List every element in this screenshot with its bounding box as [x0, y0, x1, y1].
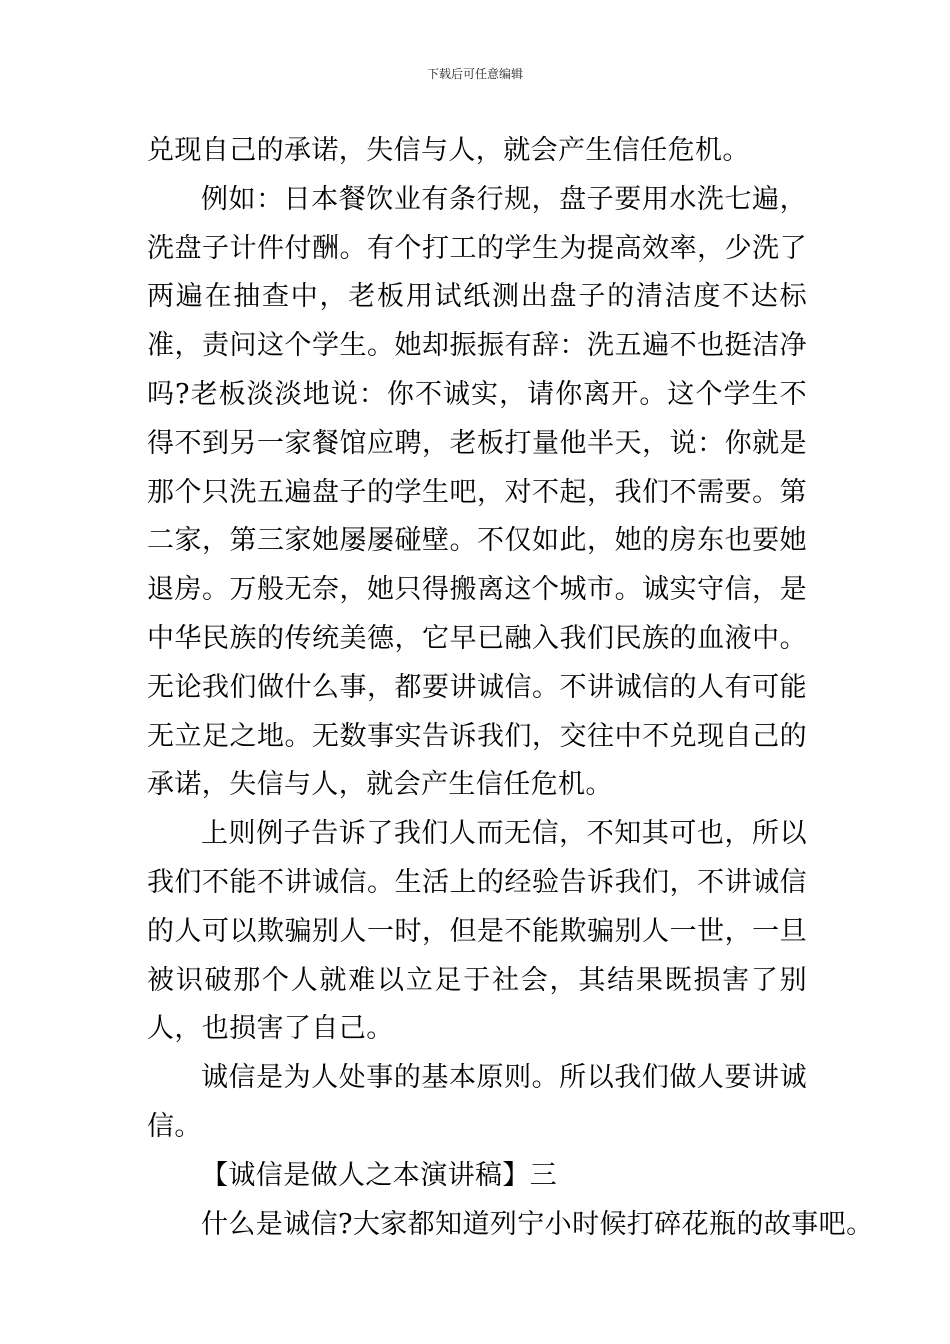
paragraph-continuation: 兑现自己的承诺，失信与人，就会产生信任危机。 — [147, 135, 750, 166]
page-header: 下载后可任意编辑 — [426, 67, 523, 81]
paragraph-lesson: 上则例子告诉了我们人而无信，不知其可也，所以我们不能不讲诚信。生活上的经验告诉我们，不讲诚信的人可以欺骗别人一时，但是不能欺骗别人一世，一旦被识破那个人就难以立足于社会，其结果既损害了别人，也损害了自己。 — [147, 818, 807, 1045]
paragraph-example: 例如：日本餐饮业有条行规，盘子要用水洗七遍，洗盘子计件付酬。有个打工的学生为提高效率，少洗了两遍在抽查中，老板用试纸测出盘子的清洁度不达标准，责问这个学生。她却振振有辞：洗五遍不也挺洁净吗?老板淡淡地说：你不诚实，请你离开。这个学生不得不到另一家餐馆应聘，老板打量他半天，说：你就是那个只洗五遍盘子的学生吧，对不起，我们不需要。第二家，第三家她屡屡碰壁。不仅如此，她的房东也要她退房。万般无奈，她只得搬离这个城市。诚实守信，是中华民族的传统美德，它早已融入我们民族的血液中。无论我们做什么事，都要讲诚信。不讲诚信的人有可能无立足之地。无数事实告诉我们，交往中不兑现自己的承诺，失信与人，就会产生信任危机。 — [147, 183, 807, 801]
section-heading: 【诚信是做人之本演讲稿】三 — [201, 1159, 558, 1191]
paragraph-question: 什么是诚信?大家都知道列宁小时候打碎花瓶的故事吧。 — [201, 1208, 874, 1240]
paragraph-principle: 诚信是为人处事的基本原则。所以我们做人要讲诚信。 — [147, 1062, 807, 1142]
document-body — [147, 127, 874, 1249]
